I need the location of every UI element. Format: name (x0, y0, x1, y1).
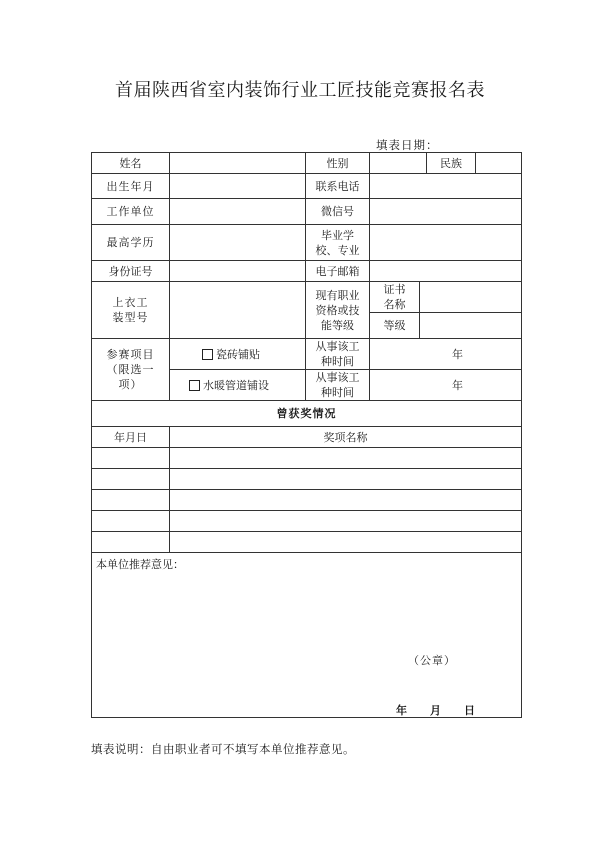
fill-instructions: 填表说明：自由职业者可不填写本单位推荐意见。 (91, 742, 355, 756)
years-label-1: 从事该工种时间 (306, 339, 370, 370)
award-date-cell[interactable] (92, 490, 170, 511)
email-field[interactable] (370, 261, 522, 282)
email-label: 电子邮箱 (306, 261, 370, 282)
education-label: 最高学历 (92, 225, 170, 261)
award-date-cell[interactable] (92, 448, 170, 469)
education-field[interactable] (170, 225, 306, 261)
school-field[interactable] (370, 225, 522, 261)
phone-label: 联系电话 (306, 174, 370, 199)
grade-field[interactable] (420, 313, 522, 339)
events-label: 参赛项目（限选一项） (92, 339, 170, 401)
recommendation-date (396, 703, 476, 718)
year-unit-1: 年 (452, 347, 464, 361)
id-number-field[interactable] (170, 261, 306, 282)
awards-col-name: 奖项名称 (170, 427, 522, 448)
wechat-label: 微信号 (306, 199, 370, 225)
grade-label: 等级 (370, 313, 420, 339)
award-date-cell[interactable] (92, 469, 170, 490)
school-label: 毕业学校、专业 (306, 225, 370, 261)
date-year: 年 (396, 704, 408, 717)
birth-label: 出生年月 (92, 174, 170, 199)
gender-field[interactable] (370, 153, 427, 174)
award-date-cell[interactable] (92, 532, 170, 553)
name-label: 姓名 (92, 153, 170, 174)
event-tile-label: 瓷砖铺贴 (216, 347, 260, 361)
registration-form-table (91, 152, 522, 718)
ethnicity-label: 民族 (427, 153, 476, 174)
gender-label: 性别 (306, 153, 370, 174)
wechat-field[interactable] (370, 199, 522, 225)
event-plumbing-option[interactable] (170, 370, 306, 401)
fill-date-label: 填表日期： (376, 138, 439, 152)
plumbing-checkbox[interactable] (189, 380, 200, 391)
workplace-label: 工作单位 (92, 199, 170, 225)
id-number-label: 身份证号 (92, 261, 170, 282)
awards-heading: 曾获奖情况 (92, 401, 522, 427)
birth-field[interactable] (170, 174, 306, 199)
date-month: 月 (430, 704, 442, 717)
year-unit-2: 年 (452, 378, 464, 392)
ethnicity-field[interactable] (476, 153, 522, 174)
award-name-cell[interactable] (170, 490, 522, 511)
cert-name-field[interactable] (420, 282, 522, 313)
cert-name-label: 证书名称 (370, 282, 420, 313)
recommendation-label: 本单位推荐意见： (96, 558, 184, 571)
tile-checkbox[interactable] (202, 349, 213, 360)
awards-col-date: 年月日 (92, 427, 170, 448)
qualification-label: 现有职业资格或技能等级 (306, 282, 370, 339)
years-field-1[interactable] (370, 339, 522, 370)
years-field-2[interactable] (370, 370, 522, 401)
award-date-cell[interactable] (92, 511, 170, 532)
award-name-cell[interactable] (170, 511, 522, 532)
phone-field[interactable] (370, 174, 522, 199)
name-field[interactable] (170, 153, 306, 174)
form-title: 首届陕西省室内装饰行业工匠技能竞赛报名表 (115, 80, 485, 101)
official-seal-label: （公章） (408, 654, 456, 667)
award-name-cell[interactable] (170, 469, 522, 490)
award-name-cell[interactable] (170, 448, 522, 469)
event-tile-option[interactable] (170, 339, 306, 370)
award-name-cell[interactable] (170, 532, 522, 553)
years-label-2: 从事该工种时间 (306, 370, 370, 401)
uniform-size-field[interactable] (170, 282, 306, 339)
recommendation-box[interactable] (92, 553, 522, 718)
uniform-size-label: 上衣工装型号 (92, 282, 170, 339)
workplace-field[interactable] (170, 199, 306, 225)
event-plumbing-label: 水暖管道铺设 (203, 378, 269, 392)
date-day: 日 (464, 704, 476, 717)
